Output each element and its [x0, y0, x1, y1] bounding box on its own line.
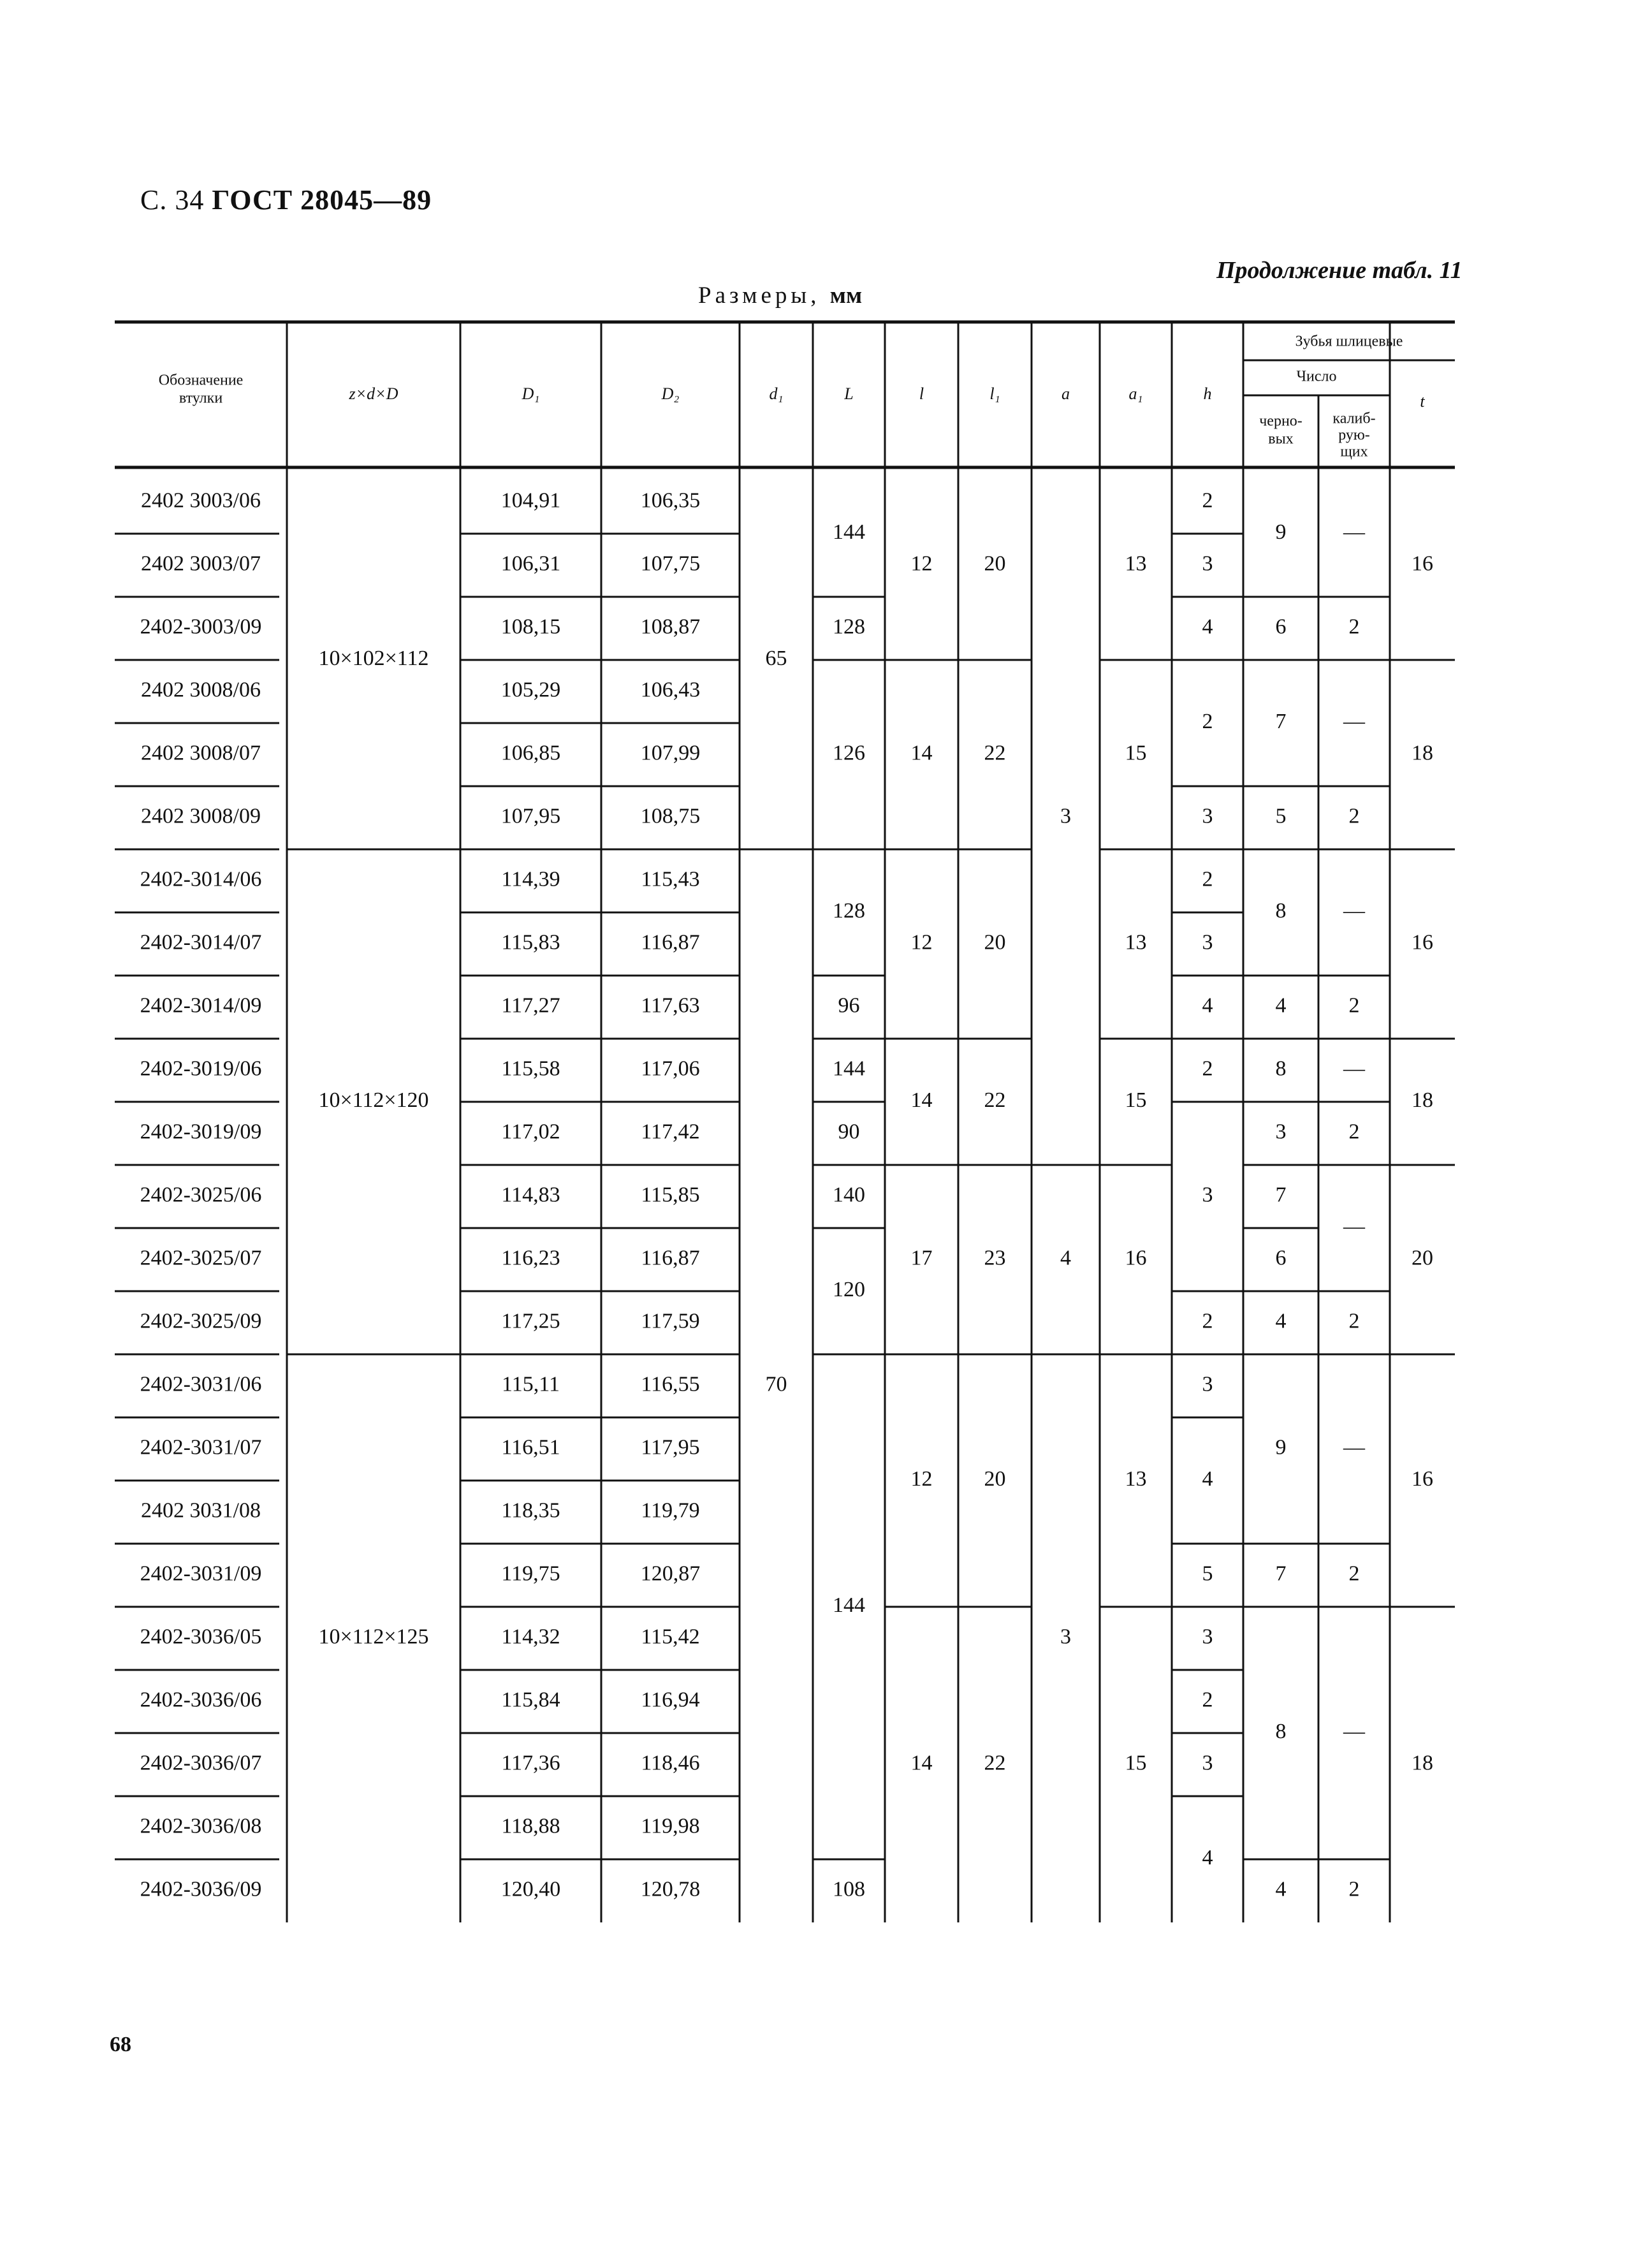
- D1-cell: 114,32: [501, 1625, 560, 1649]
- D1-cell: 116,23: [501, 1246, 560, 1270]
- D2-cell: 117,42: [641, 1120, 700, 1144]
- h-cell: 2: [1202, 1057, 1213, 1081]
- calibrating-cell: —: [1343, 1435, 1365, 1460]
- t-cell: 16: [1412, 1467, 1433, 1491]
- D1-cell: 117,27: [501, 993, 560, 1018]
- l-cell: 12: [910, 1467, 933, 1491]
- a1-cell: 13: [1125, 930, 1147, 955]
- D1-cell: 118,88: [501, 1814, 560, 1838]
- D2-cell: 115,42: [641, 1625, 700, 1649]
- col-header-roughing: черно-: [1259, 413, 1302, 430]
- D1-cell: 115,83: [501, 930, 560, 955]
- col-header-L: L: [844, 384, 854, 403]
- calibrating-cell: —: [1343, 1214, 1365, 1238]
- h-cell: 3: [1202, 1372, 1213, 1396]
- roughing-cell: 5: [1275, 804, 1287, 828]
- D1-cell: 104,91: [500, 488, 561, 513]
- roughing-cell: 7: [1275, 709, 1287, 733]
- roughing-cell: 3: [1275, 1120, 1287, 1144]
- a1-cell: 16: [1125, 1246, 1147, 1270]
- designation-cell: 2402-3036/07: [140, 1751, 262, 1775]
- D1-cell: 117,02: [501, 1120, 560, 1144]
- h-cell: 3: [1202, 1751, 1213, 1775]
- h-cell: 2: [1202, 867, 1213, 891]
- designation-cell: 2402-3036/08: [140, 1814, 262, 1838]
- zdD-cell: 10×112×120: [318, 1088, 429, 1112]
- a1-cell: 15: [1125, 1088, 1147, 1112]
- designation-cell: 2402-3036/09: [140, 1877, 262, 1901]
- caption-unit: мм: [829, 282, 863, 309]
- roughing-cell: 4: [1275, 1309, 1287, 1333]
- L-cell: 128: [833, 615, 865, 639]
- t-cell: 16: [1412, 552, 1433, 576]
- table-header: [159, 333, 1426, 460]
- col-header-a: a: [1062, 384, 1070, 403]
- D2-cell: 120,87: [640, 1562, 701, 1586]
- roughing-cell: 8: [1275, 1719, 1287, 1743]
- D1-cell: 117,36: [501, 1751, 560, 1775]
- col-header-calibrating-3: щих: [1340, 443, 1368, 460]
- D2-cell: 108,87: [640, 615, 701, 639]
- D2-cell: 106,43: [640, 678, 701, 702]
- designation-cell: 2402-3014/09: [140, 993, 262, 1018]
- col-header-t: t: [1420, 391, 1425, 411]
- designation-cell: 2402-3025/09: [140, 1309, 262, 1333]
- calibrating-cell: —: [1343, 1719, 1365, 1743]
- a1-cell: 15: [1125, 1751, 1147, 1775]
- col-header-D1: D₁: [522, 384, 540, 403]
- roughing-cell: 6: [1275, 1246, 1287, 1270]
- l-cell: 17: [910, 1246, 933, 1270]
- D2-cell: 116,55: [641, 1372, 700, 1396]
- designation-cell: 2402-3025/06: [140, 1183, 262, 1207]
- h-cell: 3: [1202, 804, 1213, 828]
- designation-cell: 2402 3008/06: [141, 678, 261, 702]
- D1-cell: 114,39: [501, 867, 560, 891]
- calibrating-cell: —: [1343, 1057, 1365, 1081]
- L-cell: 90: [838, 1120, 860, 1144]
- col-header-teeth-group: Зубья шлицевые: [1295, 333, 1403, 350]
- table-continuation-note: Продолжение табл. 11: [1216, 257, 1463, 284]
- l-cell: 14: [910, 1088, 933, 1112]
- h-cell: 3: [1202, 1183, 1213, 1207]
- l-cell: 14: [910, 1751, 933, 1775]
- D2-cell: 117,06: [641, 1057, 700, 1081]
- page-label: С. 34: [140, 184, 205, 216]
- calibrating-cell: 2: [1348, 1562, 1360, 1586]
- h-cell: 4: [1202, 1845, 1213, 1869]
- t-cell: 20: [1412, 1246, 1433, 1270]
- l1-cell: 20: [984, 930, 1006, 955]
- designation-cell: 2402-3014/06: [140, 867, 262, 891]
- D2-cell: 117,59: [641, 1309, 700, 1333]
- roughing-cell: 7: [1275, 1183, 1287, 1207]
- l1-cell: 20: [984, 552, 1006, 576]
- designation-cell: 2402-3031/06: [140, 1372, 262, 1396]
- D2-cell: 107,99: [640, 741, 701, 765]
- t-cell: 18: [1412, 741, 1433, 765]
- l1-cell: 23: [984, 1246, 1006, 1270]
- calibrating-cell: 2: [1348, 804, 1360, 828]
- col-header-number: Число: [1296, 368, 1337, 385]
- col-header-calibrating: калиб-: [1332, 410, 1376, 427]
- designation-cell: 2402-3036/05: [140, 1625, 262, 1649]
- col-header-calibrating-2: рую-: [1338, 427, 1370, 444]
- h-cell: 2: [1202, 709, 1213, 733]
- col-header-l: l: [919, 384, 924, 403]
- roughing-cell: 9: [1275, 1435, 1287, 1460]
- calibrating-cell: 2: [1348, 1120, 1360, 1144]
- roughing-cell: 8: [1275, 898, 1287, 923]
- D2-cell: 117,95: [641, 1435, 700, 1460]
- a1-cell: 13: [1125, 552, 1147, 576]
- D2-cell: 119,79: [641, 1498, 700, 1523]
- calibrating-cell: 2: [1348, 615, 1360, 639]
- designation-cell: 2402 3008/07: [141, 741, 261, 765]
- col-header-D2: D₂: [661, 384, 680, 403]
- col-header-zdD: z×d×D: [349, 384, 398, 403]
- designation-cell: 2402 3031/08: [141, 1498, 261, 1523]
- L-cell: 144: [833, 1593, 865, 1617]
- D1-cell: 120,40: [500, 1877, 561, 1901]
- calibrating-cell: —: [1343, 898, 1365, 923]
- L-cell: 96: [838, 993, 860, 1018]
- h-cell: 3: [1202, 552, 1213, 576]
- a-cell: 4: [1060, 1246, 1071, 1270]
- l1-cell: 22: [984, 1088, 1006, 1112]
- designation-cell: 2402-3031/09: [140, 1562, 262, 1586]
- t-cell: 16: [1412, 930, 1433, 955]
- D1-cell: 106,31: [500, 552, 561, 576]
- l1-cell: 22: [984, 1751, 1006, 1775]
- L-cell: 120: [833, 1277, 865, 1301]
- D2-cell: 118,46: [641, 1751, 700, 1775]
- h-cell: 4: [1202, 615, 1213, 639]
- h-cell: 2: [1202, 1688, 1213, 1712]
- designation-cell: 2402-3003/09: [140, 615, 262, 639]
- roughing-cell: 7: [1275, 1562, 1287, 1586]
- D1-cell: 117,25: [501, 1309, 560, 1333]
- calibrating-cell: 2: [1348, 993, 1360, 1018]
- h-cell: 5: [1202, 1562, 1213, 1586]
- D2-cell: 116,94: [641, 1688, 700, 1712]
- L-cell: 144: [833, 1057, 865, 1081]
- col-header-a1: a₁: [1128, 384, 1143, 403]
- col-header-designation: Обозначение: [158, 372, 244, 389]
- designation-cell: 2402-3019/06: [140, 1057, 262, 1081]
- D1-cell: 118,35: [501, 1498, 560, 1523]
- d1-cell: 70: [765, 1372, 787, 1396]
- h-cell: 4: [1202, 1467, 1213, 1491]
- col-header-designation-2: втулки: [179, 390, 223, 407]
- a1-cell: 13: [1125, 1467, 1147, 1491]
- L-cell: 108: [833, 1877, 865, 1901]
- D2-cell: 119,98: [641, 1814, 700, 1838]
- D2-cell: 116,87: [641, 930, 700, 955]
- l1-cell: 20: [984, 1467, 1006, 1491]
- col-header-d1: d₁: [769, 384, 784, 403]
- D1-cell: 105,29: [500, 678, 561, 702]
- table-grid-lines: [115, 322, 1455, 1922]
- roughing-cell: 4: [1275, 1877, 1287, 1901]
- calibrating-cell: 2: [1348, 1309, 1360, 1333]
- roughing-cell: 8: [1275, 1057, 1287, 1081]
- D2-cell: 106,35: [640, 488, 701, 513]
- roughing-cell: 6: [1275, 615, 1287, 639]
- col-header-h: h: [1203, 384, 1212, 403]
- l-cell: 12: [910, 930, 933, 955]
- D1-cell: 116,51: [501, 1435, 560, 1460]
- t-cell: 18: [1412, 1751, 1433, 1775]
- D2-cell: 115,85: [641, 1183, 700, 1207]
- D2-cell: 120,78: [640, 1877, 701, 1901]
- D2-cell: 115,43: [641, 867, 700, 891]
- h-cell: 3: [1202, 1625, 1213, 1649]
- D1-cell: 108,15: [500, 615, 561, 639]
- h-cell: 3: [1202, 930, 1213, 955]
- D2-cell: 108,75: [640, 804, 701, 828]
- a-cell: 3: [1060, 804, 1071, 828]
- D1-cell: 115,58: [501, 1057, 560, 1081]
- l-cell: 14: [910, 741, 933, 765]
- l-cell: 12: [910, 552, 933, 576]
- L-cell: 126: [833, 741, 865, 765]
- calibrating-cell: —: [1343, 520, 1365, 544]
- D1-cell: 106,85: [500, 741, 561, 765]
- designation-cell: 2402-3031/07: [140, 1435, 262, 1460]
- L-cell: 128: [833, 898, 865, 923]
- designation-cell: 2402-3025/07: [140, 1246, 262, 1270]
- caption-text: Размеры,: [698, 282, 821, 309]
- D2-cell: 107,75: [640, 552, 701, 576]
- col-header-roughing-2: вых: [1268, 430, 1294, 448]
- designation-cell: 2402-3036/06: [140, 1688, 262, 1712]
- a-cell: 3: [1060, 1625, 1071, 1649]
- page-number: 68: [110, 2033, 131, 2056]
- h-cell: 4: [1202, 993, 1213, 1018]
- D1-cell: 115,11: [502, 1372, 560, 1396]
- zdD-cell: 10×102×112: [318, 646, 429, 670]
- roughing-cell: 9: [1275, 520, 1287, 544]
- roughing-cell: 4: [1275, 993, 1287, 1018]
- h-cell: 2: [1202, 1309, 1213, 1333]
- D1-cell: 115,84: [501, 1688, 560, 1712]
- D1-cell: 119,75: [501, 1562, 560, 1586]
- designation-cell: 2402 3003/06: [141, 488, 261, 513]
- D2-cell: 117,63: [641, 993, 700, 1018]
- D1-cell: 107,95: [500, 804, 561, 828]
- l1-cell: 22: [984, 741, 1006, 765]
- L-cell: 140: [833, 1183, 865, 1207]
- D1-cell: 114,83: [501, 1183, 560, 1207]
- col-header-l1: l₁: [989, 384, 1000, 403]
- designation-cell: 2402 3003/07: [141, 552, 261, 576]
- calibrating-cell: —: [1343, 709, 1365, 733]
- t-cell: 18: [1412, 1088, 1433, 1112]
- a1-cell: 15: [1125, 741, 1147, 765]
- designation-cell: 2402-3019/09: [140, 1120, 262, 1144]
- h-cell: 2: [1202, 488, 1213, 513]
- designation-cell: 2402 3008/09: [141, 804, 261, 828]
- designation-cell: 2402-3014/07: [140, 930, 262, 955]
- D2-cell: 116,87: [641, 1246, 700, 1270]
- d1-cell: 65: [765, 646, 787, 670]
- calibrating-cell: 2: [1348, 1877, 1360, 1901]
- table-body: [140, 488, 1433, 1901]
- L-cell: 144: [833, 520, 865, 544]
- standard-code: ГОСТ 28045—89: [212, 184, 432, 216]
- zdD-cell: 10×112×125: [318, 1625, 429, 1649]
